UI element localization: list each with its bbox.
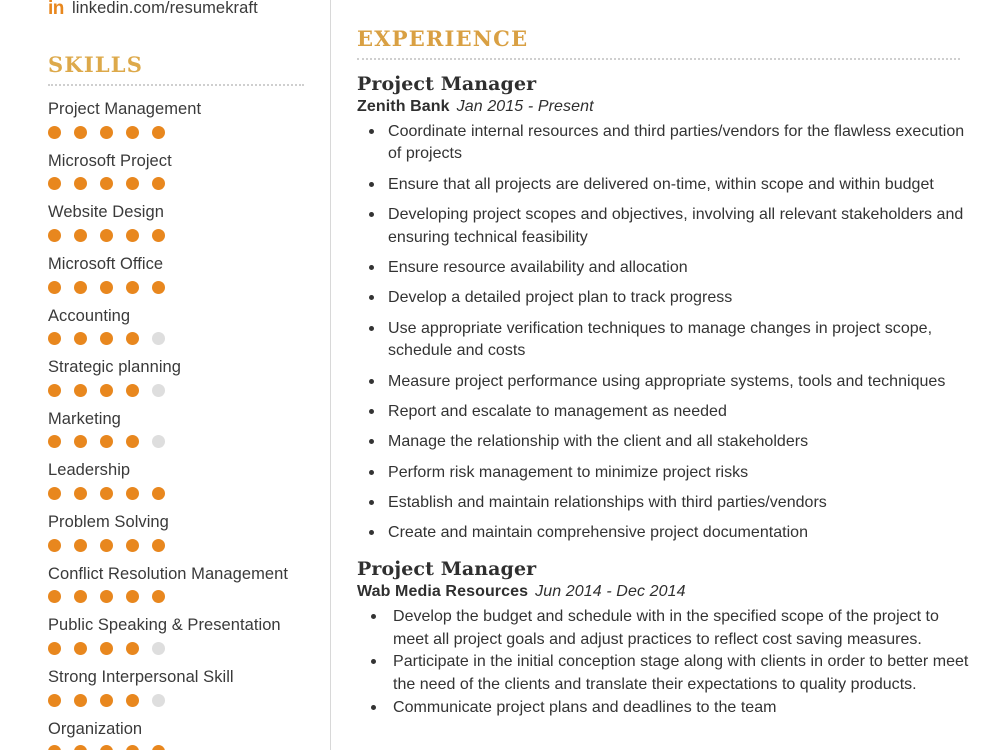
skill-name: Problem Solving (48, 513, 169, 531)
rating-dot-empty (152, 435, 165, 448)
skill-name: Website Design (48, 203, 164, 222)
rating-dot-filled (48, 384, 61, 397)
rating-dot-filled (48, 539, 61, 552)
rating-dot-filled (126, 642, 139, 655)
rating-dot-filled (48, 281, 61, 294)
experience-list (357, 73, 978, 719)
rating-dot-filled (74, 539, 87, 552)
skill-name: Strategic planning (48, 358, 181, 377)
rating-dot-filled (126, 229, 139, 242)
skill-rating-dots (48, 384, 310, 397)
skill-item (48, 564, 310, 604)
job-title: Project Manager (357, 557, 537, 580)
experience-divider (357, 57, 960, 60)
job-bullet: Establish and maintain relationships with third parties/vendors (357, 492, 978, 514)
job-bullet-list (357, 606, 978, 720)
job-bullet: Ensure resource availability and allocation (357, 257, 978, 279)
job-bullet: Use appropriate verification techniques to manage changes in project scope, schedule and costs (357, 318, 978, 363)
rating-dot-filled (48, 332, 61, 345)
rating-dot-filled (74, 590, 87, 603)
rating-dot-filled (100, 590, 113, 603)
rating-dot-filled (74, 332, 87, 345)
rating-dot-filled (100, 487, 113, 500)
skill-name: Accounting (48, 306, 131, 325)
rating-dot-filled (100, 281, 113, 294)
experience-heading: EXPERIENCE (357, 26, 529, 51)
job-bullet: Perform risk management to minimize project risks (357, 462, 978, 484)
skill-rating-dots (48, 745, 310, 750)
job-company: Zenith Bank (357, 98, 450, 115)
experience-section-header (357, 26, 978, 60)
skill-name: Project Management (48, 100, 202, 118)
skill-item (48, 306, 310, 346)
skill-rating-dots (48, 332, 310, 345)
rating-dot-filled (48, 487, 61, 500)
skill-item (48, 202, 310, 242)
rating-dot-filled (152, 177, 165, 190)
job-meta (357, 583, 978, 601)
rating-dot-filled (100, 745, 113, 750)
job-bullet: Ensure that all projects are delivered on-time, within scope and within budget (357, 174, 978, 196)
skill-name: Microsoft Office (48, 254, 164, 273)
rating-dot-filled (152, 487, 165, 500)
experience-entry (357, 558, 978, 720)
skill-item (48, 409, 310, 449)
rating-dot-filled (74, 694, 87, 707)
skill-rating-dots (48, 694, 310, 707)
linkedin-url: linkedin.com/resumekraft (72, 0, 258, 17)
rating-dot-filled (74, 435, 87, 448)
skill-rating-dots (48, 126, 310, 139)
job-bullet: Coordinate internal resources and third parties/vendors for the flawless execution of projects (357, 121, 978, 166)
skills-section-header (0, 52, 330, 86)
rating-dot-filled (126, 435, 139, 448)
rating-dot-filled (126, 539, 139, 552)
skill-name: Leadership (48, 461, 131, 480)
rating-dot-filled (100, 539, 113, 552)
rating-dot-filled (100, 332, 113, 345)
rating-dot-filled (100, 229, 113, 242)
sidebar (0, 0, 330, 750)
rating-dot-filled (152, 745, 165, 750)
rating-dot-filled (100, 177, 113, 190)
main-column (330, 0, 1000, 750)
job-dates: Jun 2014 - Dec 2014 (535, 582, 686, 600)
job-bullet: Report and escalate to management as needed (357, 401, 978, 423)
rating-dot-filled (48, 177, 61, 190)
rating-dot-empty (152, 384, 165, 397)
skill-rating-dots (48, 539, 310, 552)
rating-dot-filled (74, 487, 87, 500)
rating-dot-filled (48, 126, 61, 139)
rating-dot-filled (126, 590, 139, 603)
rating-dot-filled (100, 642, 113, 655)
job-bullet: Develop a detailed project plan to track progress (357, 287, 978, 309)
skill-name: Organization (48, 719, 143, 738)
skill-name: Strong Interpersonal Skill (48, 667, 234, 686)
skill-item (48, 512, 310, 552)
rating-dot-filled (152, 590, 165, 603)
skills-list (0, 99, 330, 750)
job-bullet-list (357, 121, 978, 545)
skill-item (48, 151, 310, 191)
rating-dot-filled (74, 384, 87, 397)
rating-dot-filled (126, 745, 139, 750)
rating-dot-filled (126, 126, 139, 139)
rating-dot-filled (152, 126, 165, 139)
rating-dot-filled (100, 126, 113, 139)
linkedin-icon: in (48, 0, 64, 19)
rating-dot-filled (48, 590, 61, 603)
skill-name: Marketing (48, 409, 121, 428)
skill-rating-dots (48, 590, 310, 603)
rating-dot-filled (100, 384, 113, 397)
rating-dot-filled (48, 694, 61, 707)
rating-dot-filled (126, 384, 139, 397)
rating-dot-filled (74, 177, 87, 190)
rating-dot-filled (48, 229, 61, 242)
rating-dot-filled (126, 281, 139, 294)
rating-dot-filled (152, 539, 165, 552)
rating-dot-empty (152, 642, 165, 655)
rating-dot-empty (152, 332, 165, 345)
skill-rating-dots (48, 435, 310, 448)
rating-dot-empty (152, 694, 165, 707)
clipped-line (357, 0, 362, 6)
skill-rating-dots (48, 487, 310, 500)
job-bullet: Develop the budget and schedule with in the specified scope of the project to meet all project goals and adjust practices to reflect cost saving measures. (357, 606, 978, 651)
rating-dot-filled (74, 642, 87, 655)
skill-name: Conflict Resolution Management (48, 564, 288, 583)
rating-dot-filled (48, 642, 61, 655)
rating-dot-filled (126, 487, 139, 500)
job-dates: Jan 2015 - Present (456, 98, 594, 115)
skill-item (48, 667, 310, 707)
skill-rating-dots (48, 642, 310, 655)
skill-item (48, 719, 310, 750)
skill-item (48, 615, 310, 655)
rating-dot-filled (74, 281, 87, 294)
rating-dot-filled (74, 126, 87, 139)
job-bullet: Participate in the initial conception stage along with clients in order to better meet the need of the clients and translate their expectations to quality products. (357, 651, 978, 696)
rating-dot-filled (74, 745, 87, 750)
skills-heading: SKILLS (48, 52, 144, 77)
skill-item (48, 357, 310, 397)
rating-dot-filled (126, 694, 139, 707)
rating-dot-filled (126, 332, 139, 345)
clipped-text-above (357, 0, 978, 10)
skill-item (48, 460, 310, 500)
job-bullet: Communicate project plans and deadlines to the team (357, 697, 978, 720)
job-meta (357, 98, 978, 116)
job-title: Project Manager (357, 73, 537, 95)
skills-divider (48, 83, 304, 86)
job-bullet: Manage the relationship with the client and all stakeholders (357, 431, 978, 453)
rating-dot-filled (74, 229, 87, 242)
job-bullet: Create and maintain comprehensive project documentation (357, 522, 978, 544)
rating-dot-filled (152, 229, 165, 242)
rating-dot-filled (126, 177, 139, 190)
job-bullet: Measure project performance using appropriate systems, tools and techniques (357, 371, 978, 393)
skill-rating-dots (48, 177, 310, 190)
skill-item (48, 254, 310, 294)
rating-dot-filled (100, 694, 113, 707)
skill-name: Microsoft Project (48, 151, 172, 170)
skill-rating-dots (48, 281, 310, 294)
job-bullet: Developing project scopes and objectives, involving all relevant stakeholders and ensuring technical feasibility (357, 204, 978, 249)
skill-rating-dots (48, 229, 310, 242)
skill-item (48, 99, 310, 139)
rating-dot-filled (152, 281, 165, 294)
job-company: Wab Media Resources (357, 582, 529, 600)
experience-entry (357, 73, 978, 545)
skill-name: Public Speaking & Presentation (48, 616, 281, 635)
rating-dot-filled (48, 435, 61, 448)
rating-dot-filled (48, 745, 61, 750)
rating-dot-filled (100, 435, 113, 448)
contact-linkedin[interactable] (0, 0, 330, 22)
